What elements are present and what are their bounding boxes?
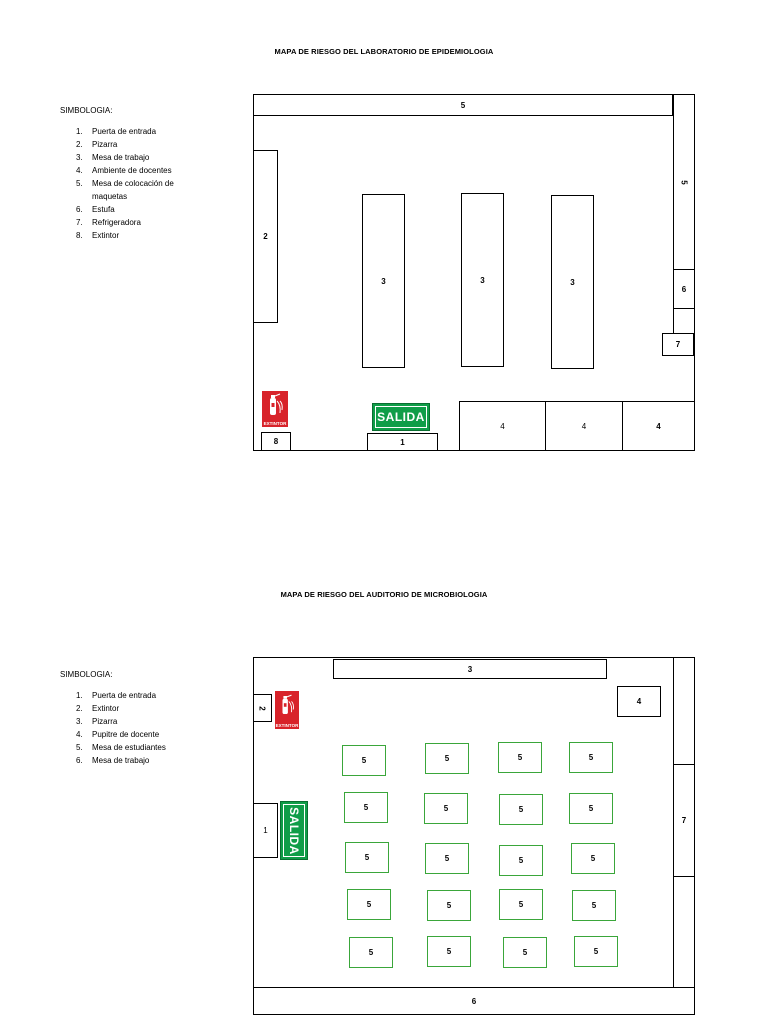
auditorium-legend-item: 1. Puerta de entrada: [76, 691, 157, 700]
auditorium-title: MAPA DE RIESGO DEL AUDITORIO DE MICROBIOLOGIA: [280, 590, 488, 599]
auditorium-exit-sign: SALIDA: [280, 801, 308, 860]
lab-stove: 6: [673, 269, 695, 309]
auditorium-bottom-table: 6: [253, 987, 695, 1015]
lab-legend-item: 2. Pizarra: [76, 140, 118, 149]
auditorium-student-table: 5: [427, 890, 471, 921]
lab-legend-item: 3. Mesa de trabajo: [76, 153, 150, 162]
lab-office: 4: [545, 401, 623, 451]
auditorium-legend-item: 4. Pupitre de docente: [76, 730, 160, 739]
lab-right-table: 5: [673, 94, 695, 270]
lab-legend-item: 4. Ambiente de docentes: [76, 166, 172, 175]
auditorium-student-table: 5: [427, 936, 471, 967]
auditorium-student-table: 5: [571, 843, 615, 874]
auditorium-student-table: 5: [499, 889, 543, 920]
auditorium-student-table: 5: [347, 889, 391, 920]
lab-exit-sign: SALIDA: [372, 403, 430, 431]
auditorium-student-table: 5: [499, 794, 543, 825]
auditorium-extinguisher-icon: EXTINTOR: [275, 691, 299, 729]
lab-top-table: 5: [253, 94, 673, 116]
auditorium-student-table: 5: [349, 937, 393, 968]
lab-work-table: 3: [551, 195, 594, 369]
lab-legend-item: 1. Puerta de entrada: [76, 127, 157, 136]
lab-entrance-door: 1: [367, 433, 438, 451]
auditorium-student-table: 5: [342, 745, 386, 776]
auditorium-legend-heading: SIMBOLOGIA:: [60, 670, 113, 679]
lab-extinguisher-spot: 8: [261, 432, 291, 451]
auditorium-student-table: 5: [344, 792, 388, 823]
lab-legend-item: 5. Mesa de colocación de maquetas: [76, 179, 174, 201]
lab-title: MAPA DE RIESGO DEL LABORATORIO DE EPIDEMIOLOGIA: [274, 47, 494, 56]
lab-legend-item: 6. Estufa: [76, 205, 115, 214]
auditorium-student-table: 5: [569, 742, 613, 773]
auditorium-student-table: 5: [499, 845, 543, 876]
lab-work-table: 3: [461, 193, 504, 367]
auditorium-student-table: 5: [572, 890, 616, 921]
auditorium-student-table: 5: [424, 793, 468, 824]
lab-office: 4: [622, 401, 695, 451]
extinguisher-icon: [265, 393, 285, 417]
lab-legend-item: 7. Refrigeradora: [76, 218, 141, 227]
lab-office: 4: [459, 401, 546, 451]
auditorium-legend-item: 3. Pizarra: [76, 717, 118, 726]
auditorium-student-table: 5: [498, 742, 542, 773]
auditorium-student-table: 5: [425, 743, 469, 774]
auditorium-legend-item: 2. Extintor: [76, 704, 120, 713]
auditorium-right-table: [673, 657, 695, 765]
lab-legend-heading: SIMBOLOGIA:: [60, 106, 113, 115]
auditorium-right-table: [673, 876, 695, 988]
auditorium-legend-item: 5. Mesa de estudiantes: [76, 743, 166, 752]
auditorium-student-table: 5: [574, 936, 618, 967]
auditorium-student-table: 5: [425, 843, 469, 874]
extinguisher-icon: [278, 693, 296, 717]
auditorium-student-table: 5: [345, 842, 389, 873]
lab-right-wall-segment: [673, 308, 695, 334]
auditorium-right-table: 7: [673, 764, 695, 877]
lab-legend: [60, 104, 192, 242]
auditorium-legend: [60, 668, 192, 767]
lab-legend-item: 8. Extintor: [76, 231, 120, 240]
auditorium-extinguisher-spot: 2: [253, 694, 272, 722]
lab-extinguisher-icon: EXTINTOR: [262, 391, 288, 427]
auditorium-board: 3: [333, 659, 607, 679]
auditorium-legend-item: 6. Mesa de trabajo: [76, 756, 150, 765]
lab-board: 2: [253, 150, 278, 323]
auditorium-entrance-door: 1: [253, 803, 278, 858]
lab-work-table: 3: [362, 194, 405, 368]
lab-fridge: 7: [662, 333, 694, 356]
auditorium-student-table: 5: [569, 793, 613, 824]
auditorium-student-table: 5: [503, 937, 547, 968]
auditorium-teacher-desk: 4: [617, 686, 661, 717]
